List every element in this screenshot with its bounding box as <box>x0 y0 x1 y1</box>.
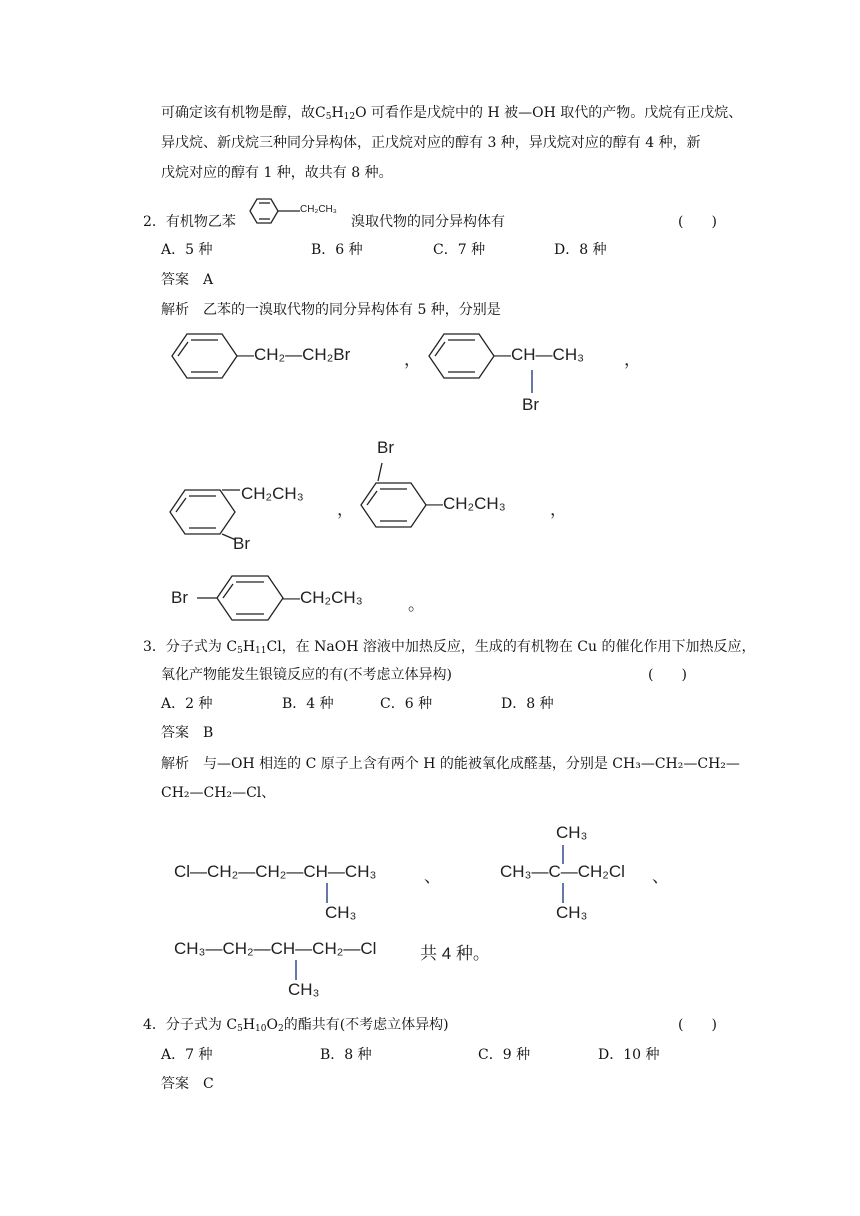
intro-line-2: 异戊烷、新戊烷三种同分异构体，正戊烷对应的醇有 3 种，异戊烷对应的醇有 4 种，新 <box>161 135 701 151</box>
q4-answer: 答案 C <box>161 1076 214 1092</box>
q2-s3-comma: ， <box>337 500 354 519</box>
q4-option-c: C．9 种 <box>478 1047 531 1063</box>
q2-stem-b: 溴取代物的同分异构体有 <box>351 214 505 230</box>
q2-s4-comma: ， <box>550 500 567 519</box>
q2-s2-br: Br <box>522 395 539 414</box>
q3-stem-line-2: 氧化产物能发生银镜反应的有(不考虑立体异构) <box>161 667 452 683</box>
q2-s1-chain: —CH₂—CH₂Br <box>237 345 351 364</box>
q4-blank: ( ) <box>678 1017 717 1033</box>
q3-formula-2-bottom: CH₃ <box>556 903 588 922</box>
q3-formula-2-top: CH₃ <box>556 823 588 842</box>
q3-formula-1-sep: 、 <box>424 867 441 886</box>
q2-option-b: B．6 种 <box>311 242 363 258</box>
q3-option-d: D．8 种 <box>501 696 554 712</box>
q3-analysis-line-2: CH₂—CH₂—Cl、 <box>161 785 276 801</box>
q2-option-d: D．8 种 <box>554 242 607 258</box>
q3-option-a: A．2 种 <box>161 696 213 712</box>
q3-formula-2-sep: 、 <box>652 867 669 886</box>
q2-option-a: A．5 种 <box>161 242 213 258</box>
q4-option-b: B．8 种 <box>320 1047 372 1063</box>
q2-s4-br: Br <box>377 438 394 457</box>
q3-option-c: C．6 种 <box>380 696 433 712</box>
q2-answer: 答案 A <box>161 272 214 288</box>
q3-answer: 答案 B <box>161 725 214 741</box>
q2-s3-br: Br <box>233 534 250 553</box>
q2-s2-chain: —CH—CH₃ <box>494 345 585 364</box>
q3-formula-1-chain: Cl—CH₂—CH₂—CH—CH₃ <box>174 862 377 881</box>
q3-formula-1-methyl: CH₃ <box>325 903 357 922</box>
q3-option-b: B．4 种 <box>282 696 334 712</box>
intro-line-1: 可确定该有机物是醇，故$C_5H_{12}O$ 可看作是戊烷中的 H 被—OH 取代的产物。戊烷有正戊烷、 <box>161 105 743 122</box>
q3-stem-line-1: 3．分子式为 $C_5H_{11}Cl$，在 NaOH 溶液中加热反应，生成的有机物在 Cu 的催化作用下加热反应， <box>143 639 756 656</box>
q3-analysis-line-1: 解析 与—OH 相连的 C 原子上含有两个 H 的能被氧化成醛基，分别是 CH₃—CH₂—CH₂— <box>161 756 740 772</box>
q3-formula-3-chain: CH₃—CH₂—CH—CH₂—Cl <box>174 939 377 958</box>
q2-blank: ( ) <box>678 214 717 230</box>
intro-line-3: 戊烷对应的醇有 1 种，故共有 8 种。 <box>161 165 393 181</box>
q4-option-d: D．10 种 <box>598 1047 660 1063</box>
q2-s5-period: 。 <box>408 595 425 614</box>
q2-stem-group: CH₂CH₃ <box>300 204 337 215</box>
q3-formula-3-tail: 共 4 种。 <box>420 944 490 963</box>
q2-analysis: 解析 乙苯的一溴取代物的同分异构体有 5 种，分别是 <box>161 302 501 318</box>
q2-option-c: C．7 种 <box>433 242 486 258</box>
q2-stem-a: 2．有机物乙苯 <box>143 214 236 230</box>
q2-s1-comma: ， <box>404 350 421 369</box>
q2-s4-chain: —CH₂CH₃ <box>426 494 506 513</box>
q2-s3-chain: CH₂CH₃ <box>241 484 304 503</box>
q4-option-a: A．7 种 <box>161 1047 213 1063</box>
q2-s5-chain: —CH₂CH₃ <box>283 588 363 607</box>
q2-s5-br: Br <box>171 588 188 607</box>
q3-formula-2-chain: CH₃—C—CH₂Cl <box>500 862 625 881</box>
q3-blank: ( ) <box>648 667 687 683</box>
q4-stem: 4．分子式为 $C_5H_{10}O_2$的酯共有(不考虑立体异构) <box>143 1017 449 1034</box>
q2-s2-comma: ， <box>624 350 641 369</box>
q3-formula-3-methyl: CH₃ <box>288 980 320 999</box>
